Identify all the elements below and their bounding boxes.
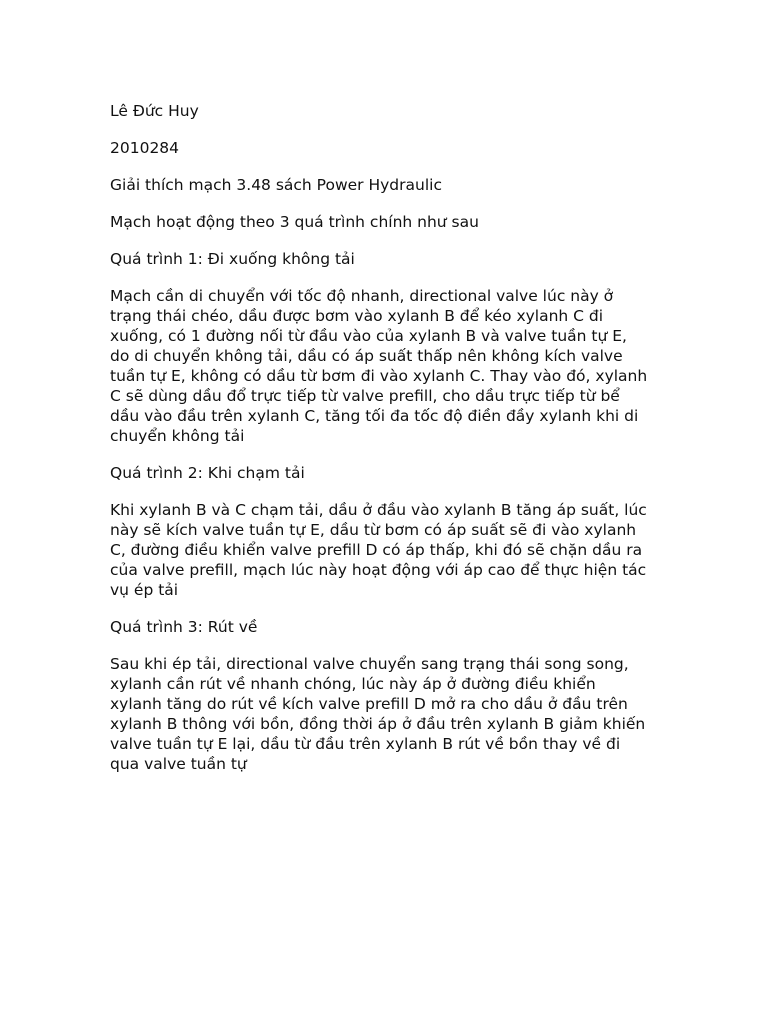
section-3-body: Sau khi ép tải, directional valve chuyển sang trạng thái song song, xylanh cần rút về nhanh chóng, lúc này áp ở đường điều khiển xylanh tăng do rút về kích valve prefill D mở ra cho dầu ở đầu trên xylanh B thông với bồn, đồng thời áp ở đầu trên xylanh B giảm khiến valve tuần tự E lại, dầu từ đầu trên xylanh B rút về bồn thay về đi qua valve tuần tự <box>110 655 646 773</box>
section-3-heading: Quá trình 3: Rút về <box>110 618 258 636</box>
section-1-body: Mạch cần di chuyển với tốc độ nhanh, directional valve lúc này ở trạng thái chéo, dầu được bơm vào xylanh B để kéo xylanh C đi xuống, có 1 đường nối từ đầu vào của xylanh B và valve tuần tự E, do di chuyển không tải, dầu có áp suất thấp nên không kích valve tuần tự E, không có dầu từ bơm đi vào xylanh C. Thay vào đó, xylanh C sẽ dùng dầu đổ trực tiếp từ valve prefill, cho dầu trực tiếp từ bể dầu vào đầu trên xylanh C, tăng tối đa tốc độ điền đầy xylanh khi di chuyển không tải <box>110 287 648 445</box>
section-1-heading: Quá trình 1: Đi xuống không tải <box>110 250 355 268</box>
intro-paragraph: Mạch hoạt động theo 3 quá trình chính như sau <box>110 213 479 231</box>
student-id: 2010284 <box>110 139 180 157</box>
section-2-body: Khi xylanh B và C chạm tải, dầu ở đầu vào xylanh B tăng áp suất, lúc này sẽ kích valve tuần tự E, dầu từ bơm có áp suất sẽ đi vào xylanh C, đường điều khiển valve prefill D có áp thấp, khi đó sẽ chặn dầu ra của valve prefill, mạch lúc này hoạt động với áp cao để thực hiện tác vụ ép tải <box>110 501 647 599</box>
document-title: Giải thích mạch 3.48 sách Power Hydraulic <box>110 176 442 194</box>
author-name: Lê Đức Huy <box>110 102 199 120</box>
section-2-heading: Quá trình 2: Khi chạm tải <box>110 464 305 482</box>
